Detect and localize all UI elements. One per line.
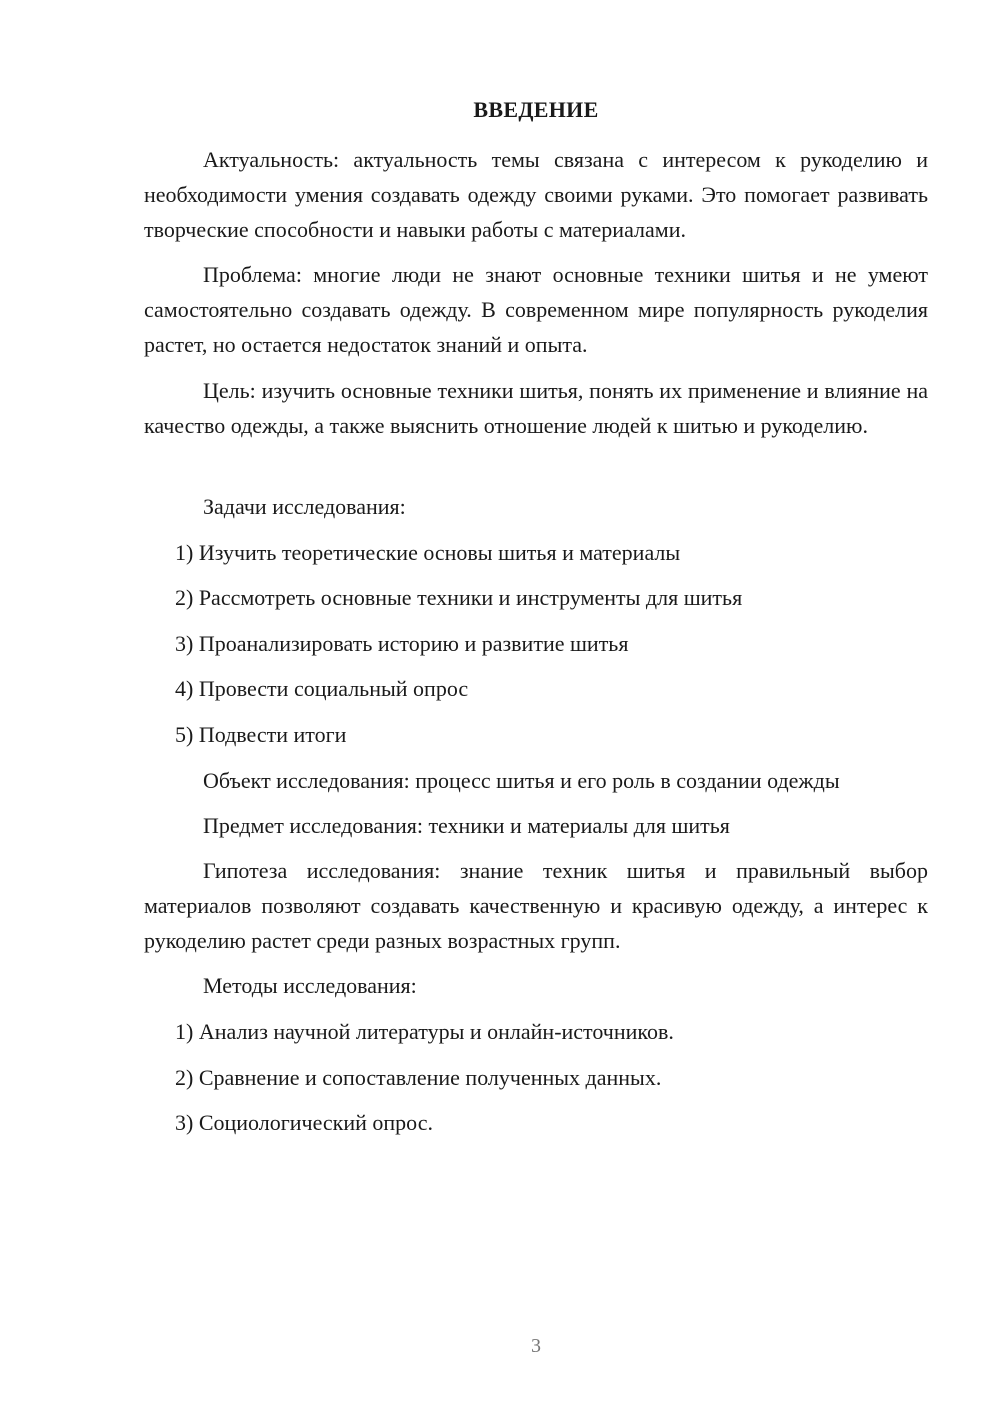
list-item: 2) Сравнение и сопоставление полученных данных. [175, 1065, 662, 1090]
list-item: 4) Провести социальный опрос [175, 676, 469, 701]
list-item: 3) Социологический опрос. [175, 1110, 433, 1135]
tasks-label: Задачи исследования: [203, 494, 406, 519]
hypothesis-paragraph: Гипотеза исследования: знание техник шитья и правильный выбор материалов позволяют создавать качественную и красивую одежду, а интерес к рукоделию растет среди разных возрастных групп. [144, 858, 928, 953]
problem-paragraph: Проблема: многие люди не знают основные техники шитья и не умеют самостоятельно создавать одежду. В современном мире популярность рукоделия растет, но остается недостаток знаний и опыта. [144, 262, 928, 357]
methods-label: Методы исследования: [203, 973, 417, 998]
list-item: 5) Подвести итоги [175, 722, 347, 747]
list-item: 2) Рассмотреть основные техники и инструменты для шитья [175, 585, 743, 610]
page-number: 3 [531, 1335, 541, 1357]
list-item: 1) Анализ научной литературы и онлайн-источников. [175, 1019, 674, 1044]
page-title: ВВЕДЕНИЕ [473, 97, 599, 122]
relevance-paragraph: Актуальность: актуальность темы связана с интересом к рукоделию и необходимости умения создавать одежду своими руками. Это помогает развивать творческие способности и навыки работы с материалами. [144, 147, 928, 242]
list-item: 3) Проанализировать историю и развитие шитья [175, 631, 629, 656]
list-item: 1) Изучить теоретические основы шитья и материалы [175, 540, 681, 565]
object-paragraph: Объект исследования: процесс шитья и его роль в создании одежды [203, 768, 840, 793]
goal-paragraph: Цель: изучить основные техники шитья, понять их применение и влияние на качество одежды, а также выяснить отношение людей к шитью и рукоделию. [144, 378, 928, 438]
subject-paragraph: Предмет исследования: техники и материалы для шитья [203, 813, 730, 838]
